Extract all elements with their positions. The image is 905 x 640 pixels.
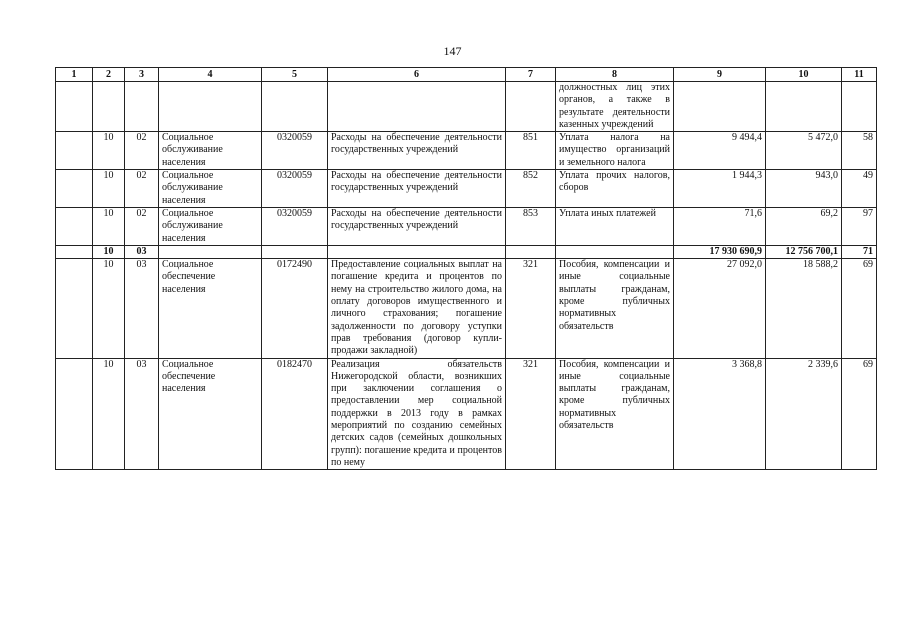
cell-actual: 5 472,0 [766, 132, 842, 170]
cell-target-code: 0320059 [262, 170, 328, 208]
cell-subsection [125, 82, 159, 132]
cell-section: 10 [93, 170, 125, 208]
cell-percent: 69 [842, 259, 877, 358]
cell-expense-name [556, 245, 674, 258]
cell-col1 [56, 132, 93, 170]
cell-percent [842, 82, 877, 132]
cell-subsection: 03 [125, 358, 159, 470]
cell-percent: 97 [842, 207, 877, 245]
cell-expense-code [506, 245, 556, 258]
cell-section: 10 [93, 207, 125, 245]
cell-target-code: 0320059 [262, 207, 328, 245]
col-header-11: 11 [842, 68, 877, 82]
cell-subsection-name: Социальное обслуживание населения [159, 207, 262, 245]
cell-plan: 71,6 [674, 207, 766, 245]
cell-subsection: 03 [125, 245, 159, 258]
cell-actual [766, 82, 842, 132]
cell-actual: 69,2 [766, 207, 842, 245]
cell-col1 [56, 245, 93, 258]
cell-plan: 17 930 690,9 [674, 245, 766, 258]
table-row [56, 259, 877, 358]
col-header-3: 3 [125, 68, 159, 82]
table-row [56, 82, 877, 132]
col-header-8: 8 [556, 68, 674, 82]
cell-percent: 71 [842, 245, 877, 258]
cell-subsection-name: Социальное обслуживание населения [159, 132, 262, 170]
cell-expense-code: 851 [506, 132, 556, 170]
cell-expense-name: Пособия, компенсации и иные социальные выплаты гражданам, кроме публичных нормативных обязательств [556, 358, 674, 470]
cell-plan: 3 368,8 [674, 358, 766, 470]
cell-subsection: 03 [125, 259, 159, 358]
cell-col1 [56, 82, 93, 132]
col-header-1: 1 [56, 68, 93, 82]
col-header-5: 5 [262, 68, 328, 82]
cell-plan: 27 092,0 [674, 259, 766, 358]
page-number: 147 [443, 44, 462, 58]
cell-section: 10 [93, 245, 125, 258]
cell-subsection: 02 [125, 132, 159, 170]
cell-section [93, 82, 125, 132]
cell-subsection-name [159, 82, 262, 132]
cell-target-code: 0172490 [262, 259, 328, 358]
cell-percent: 69 [842, 358, 877, 470]
col-header-7: 7 [506, 68, 556, 82]
cell-target-name [328, 245, 506, 258]
cell-actual: 2 339,6 [766, 358, 842, 470]
cell-actual: 12 756 700,1 [766, 245, 842, 258]
cell-subsection-name [159, 245, 262, 258]
cell-expense-name: Уплата налога на имущество организаций и земельного налога [556, 132, 674, 170]
cell-col1 [56, 358, 93, 470]
cell-expense-name: Уплата иных платежей [556, 207, 674, 245]
table-row [56, 132, 877, 170]
cell-plan [674, 82, 766, 132]
cell-col1 [56, 259, 93, 358]
cell-target-name: Реализация обязательств Нижегородской области, возникших при заключении соглашения о предоставлении мер социальной поддержки в 2013 году в рамках мероприятий по созданию семейных детских садов (семейных дошкольных групп): погашение кредита и процентов по нему [328, 358, 506, 470]
cell-percent: 49 [842, 170, 877, 208]
col-header-6: 6 [328, 68, 506, 82]
cell-expense-name: Пособия, компенсации и иные социальные выплаты гражданам, кроме публичных нормативных обязательств [556, 259, 674, 358]
cell-actual: 943,0 [766, 170, 842, 208]
col-header-10: 10 [766, 68, 842, 82]
cell-section: 10 [93, 358, 125, 470]
table-row [56, 358, 877, 470]
cell-subsection: 02 [125, 207, 159, 245]
cell-col1 [56, 207, 93, 245]
cell-target-code [262, 82, 328, 132]
budget-table [55, 67, 877, 470]
cell-target-name: Расходы на обеспечение деятельности государственных учреждений [328, 170, 506, 208]
cell-target-code [262, 245, 328, 258]
cell-expense-code: 853 [506, 207, 556, 245]
table-row [56, 170, 877, 208]
col-header-9: 9 [674, 68, 766, 82]
cell-target-code: 0320059 [262, 132, 328, 170]
cell-target-name: Предоставление социальных выплат на погашение кредита и процентов по нему на строительство жилого дома, на оплату договоров имущественного и личного страхования; погашение задолженности по договору уступки прав требования (договор купли-продажи закладной) [328, 259, 506, 358]
cell-expense-name: Уплата прочих налогов, сборов [556, 170, 674, 208]
cell-section: 10 [93, 132, 125, 170]
cell-section: 10 [93, 259, 125, 358]
cell-expense-code: 852 [506, 170, 556, 208]
cell-plan: 1 944,3 [674, 170, 766, 208]
cell-expense-code: 321 [506, 358, 556, 470]
cell-subsection-name: Социальное обслуживание населения [159, 170, 262, 208]
subtotal-row [56, 245, 877, 258]
cell-percent: 58 [842, 132, 877, 170]
cell-subsection: 02 [125, 170, 159, 208]
cell-plan: 9 494,4 [674, 132, 766, 170]
cell-target-name [328, 82, 506, 132]
cell-expense-name: должностных лиц этих органов, а также в результате деятельности казенных учреждений [556, 82, 674, 132]
cell-target-name: Расходы на обеспечение деятельности государственных учреждений [328, 132, 506, 170]
col-header-4: 4 [159, 68, 262, 82]
cell-subsection-name: Социальное обеспечение населения [159, 358, 262, 470]
cell-col1 [56, 170, 93, 208]
col-header-2: 2 [93, 68, 125, 82]
cell-subsection-name: Социальное обеспечение населения [159, 259, 262, 358]
cell-target-name: Расходы на обеспечение деятельности государственных учреждений [328, 207, 506, 245]
cell-expense-code [506, 82, 556, 132]
cell-actual: 18 588,2 [766, 259, 842, 358]
cell-expense-code: 321 [506, 259, 556, 358]
header-row [56, 68, 877, 82]
table-row [56, 207, 877, 245]
cell-target-code: 0182470 [262, 358, 328, 470]
